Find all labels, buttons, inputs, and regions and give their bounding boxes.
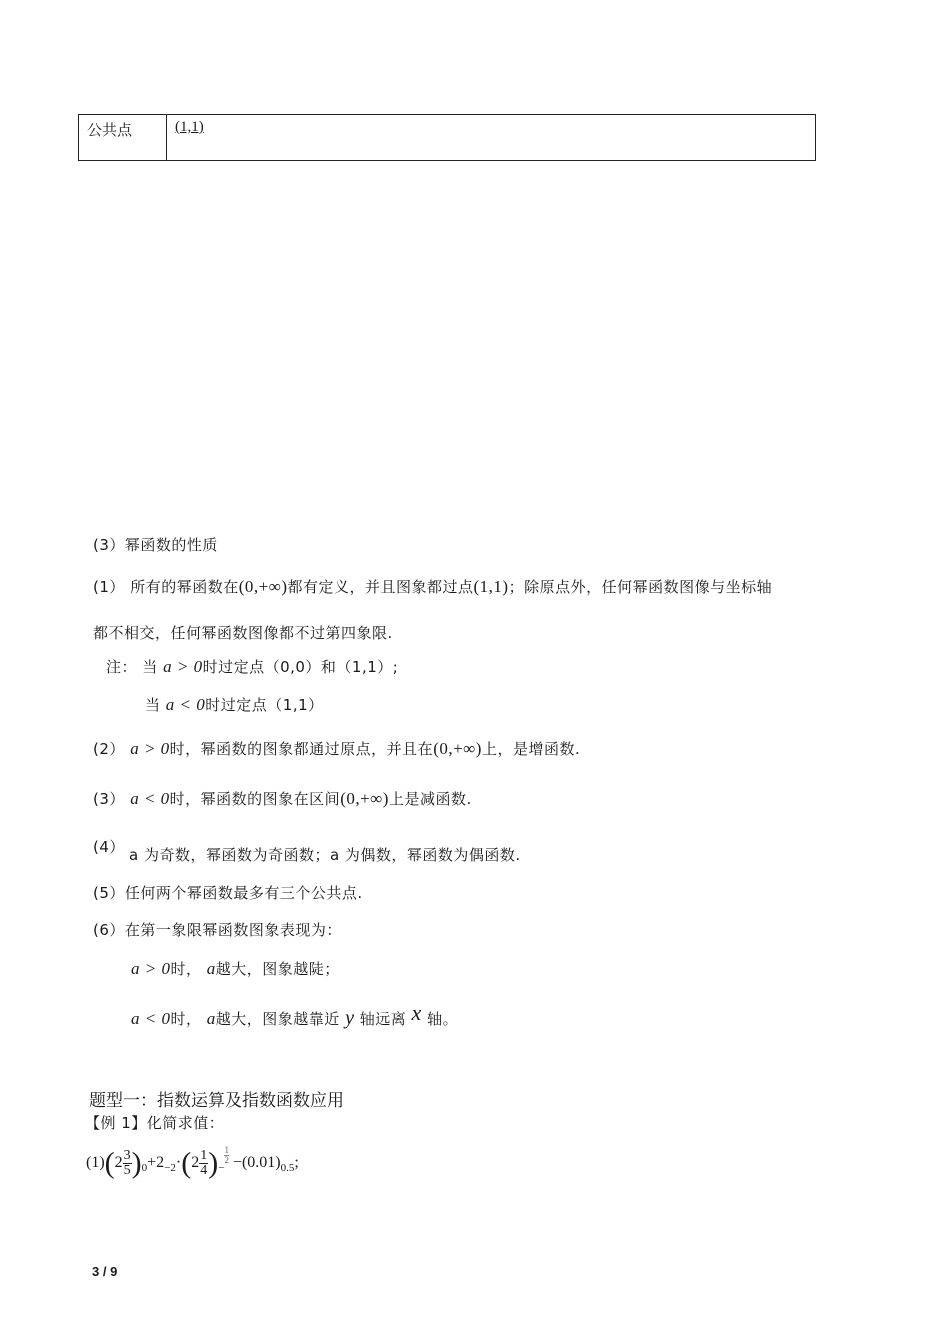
table-label-cell: 公共点	[79, 115, 167, 161]
property-6-l2d: 轴。	[427, 1010, 459, 1028]
expr-prefix: (1)	[86, 1154, 105, 1171]
property-1-mid: 都有定义，并且图象都过点	[287, 578, 474, 596]
exponent: −2	[164, 1162, 176, 1174]
variable-y: y	[345, 1007, 355, 1029]
interval-math: (0,+∞)	[238, 577, 288, 596]
note-label: 注：	[106, 658, 138, 676]
property-4-text: a 为奇数，幂函数为奇函数；a 为偶数，幂函数为偶函数.	[129, 846, 521, 864]
property-6-l1b: 越大，图象越陡；	[215, 960, 340, 978]
section-title: (3）幂函数的性质	[93, 536, 218, 554]
example-expression	[86, 1146, 299, 1178]
property-4-number: (4）	[93, 838, 125, 856]
property-6-line1	[131, 958, 340, 979]
variable-a: a	[206, 959, 216, 978]
exponent: 0.5	[280, 1162, 295, 1174]
note-when: 当	[145, 696, 161, 714]
variable-a: a	[206, 1009, 216, 1028]
exponent-fraction: $\frac{1}{2}$	[224, 1145, 229, 1165]
interval-math: (0,+∞)	[433, 739, 482, 758]
left-paren: (	[181, 1146, 192, 1180]
note-text2: 时过定点（1,1）	[205, 696, 324, 714]
page-number: 3 / 9	[92, 1264, 118, 1279]
interval-math: (0,+∞)	[340, 789, 389, 808]
condition-math: a < 0	[165, 695, 206, 714]
property-3	[93, 788, 472, 809]
left-paren: (	[104, 1146, 115, 1180]
table-value-cell	[167, 115, 816, 161]
condition-math: a > 0	[163, 657, 203, 676]
property-6: (6）在第一象限幂函数图象表现为：	[93, 921, 342, 939]
property-1-number: (1）	[93, 578, 125, 596]
common-point-table	[78, 114, 816, 161]
dot-operator: ·	[175, 1154, 182, 1171]
mixed-whole: 2	[114, 1154, 123, 1171]
property-1-pre: 所有的幂函数在	[130, 578, 239, 596]
property-1-line1	[93, 576, 772, 597]
property-2-number: (2）	[93, 740, 125, 758]
property-3-pre: 时，幂函数的图象在区间	[169, 790, 341, 808]
property-6-l2b: 越大，图象越靠近	[215, 1010, 340, 1028]
topic-title: 题型一：指数运算及指数函数应用	[89, 1091, 344, 1111]
property-2	[93, 738, 580, 759]
property-6-line2	[131, 1000, 458, 1030]
table-row	[79, 115, 816, 161]
property-3-number: (3）	[93, 790, 125, 808]
property-5: (5）任何两个幂函数最多有三个公共点.	[93, 884, 363, 902]
note-when: 当	[142, 658, 158, 676]
property-2-pre: 时，幂函数的图象都通过原点，并且在	[169, 740, 434, 758]
fraction: $\frac{3}{5}$	[123, 1147, 131, 1178]
minus-term: −(0.01)	[232, 1154, 281, 1171]
property-3-post: 上是减函数.	[388, 790, 472, 808]
example-label: 【例 1】化简求值：	[85, 1114, 225, 1132]
property-6-l2c: 轴远离	[359, 1010, 407, 1028]
note-line2	[145, 694, 324, 715]
condition-math: a < 0	[131, 1009, 171, 1028]
property-6-l1: 时，	[170, 960, 202, 978]
variable-x: x	[411, 1000, 422, 1025]
property-6-l2: 时，	[170, 1010, 202, 1028]
note-line1	[106, 656, 398, 677]
right-paren: )	[131, 1146, 142, 1180]
property-2-post: 上，是增函数.	[481, 740, 581, 758]
exponent: 0	[141, 1162, 148, 1174]
property-1-post: ；除原点外，任何幂函数图像与坐标轴	[508, 578, 773, 596]
condition-math: a > 0	[131, 959, 171, 978]
property-1-line2: 都不相交，任何幂函数图像都不过第四象限.	[93, 624, 393, 642]
exponent-sign: −	[218, 1162, 225, 1174]
point-math: (1,1)	[473, 577, 509, 596]
common-point-value: (1,1)	[175, 119, 204, 135]
condition-math: a < 0	[130, 789, 170, 808]
mixed-whole: 2	[191, 1154, 200, 1171]
condition-math: a > 0	[130, 739, 170, 758]
fraction: $\frac{1}{4}$	[200, 1147, 208, 1178]
note-text1: 时过定点（0,0）和（1,1）;	[202, 658, 399, 676]
right-paren: )	[208, 1146, 219, 1180]
plus-term: +2	[147, 1154, 165, 1171]
semicolon: ;	[294, 1154, 299, 1171]
